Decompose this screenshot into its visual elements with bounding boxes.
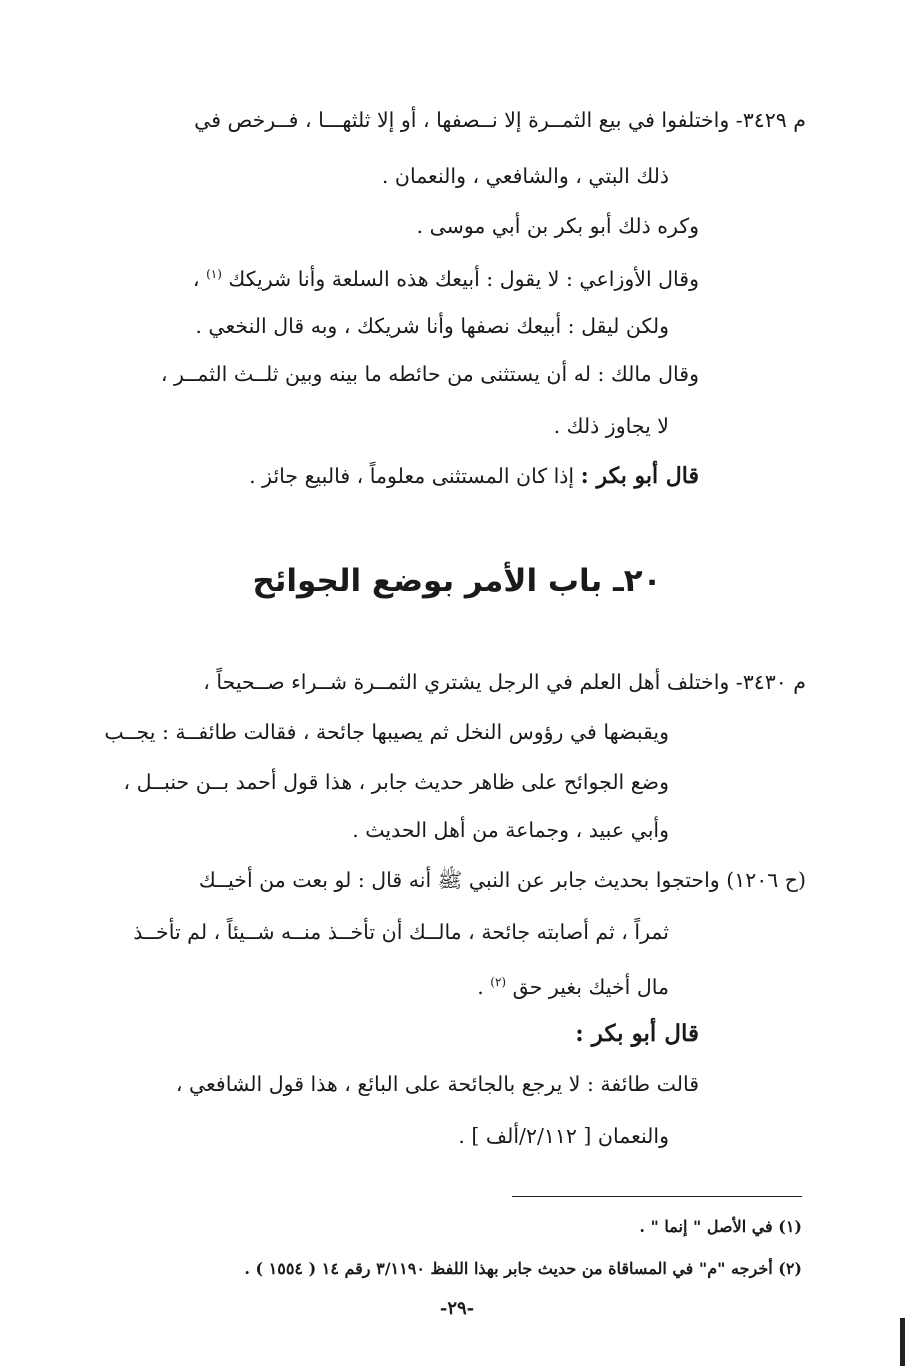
paragraph-3430-line-1: م ٣٤٣٠- واختلف أهل العلم في الرجل يشتري الثمــرة شــراء صــحيحاً ، [203, 670, 806, 694]
hadith-1206-line-1: (ح ١٢٠٦) واحتجوا بحديث جابر عن النبي ﷺ أنه قال : لو بعت من أخيــك [198, 868, 806, 892]
paragraph-3429-line-4 [95, 250, 699, 298]
paragraph-3429-line-8 [95, 452, 699, 500]
hadith-1206-line-3 [95, 958, 669, 1006]
paragraph-3430-line-4: وأبي عبيد ، وجماعة من أهل الحديث . [352, 818, 669, 842]
page-number: -٢٩- [439, 1298, 475, 1319]
paragraph-3429-line-3: وكره ذلك أبو بكر بن أبي موسى . [416, 214, 699, 238]
hadith-1206-line-3-end: . [477, 974, 484, 999]
footnote-ref-2: (٢) [490, 975, 507, 989]
paragraph-3429-line-2: ذلك البتي ، والشافعي ، والنعمان . [381, 164, 669, 188]
paragraph-3429-line-4-end: ، [192, 266, 200, 291]
paragraph-3430-line-2: ويقبضها في رؤوس النخل ثم يصيبها جائحة ، فقالت طائفــة : يجــب [104, 720, 669, 744]
section-title: ٢٠ـ باب الأمر بوضع الجوائح [252, 563, 662, 599]
footnote-1: (١) في الأصل " إنما " . [639, 1217, 802, 1236]
paragraph-3429-line-7: لا يجاوز ذلك . [553, 414, 669, 438]
footnote-ref-1: (١) [206, 267, 222, 281]
paragraph-3429-line-1: م ٣٤٢٩- واختلفوا في بيع الثمــرة إلا نــصفها ، أو إلا ثلثهـــا ، فــرخص في [194, 108, 806, 132]
footnote-2: (٢) أخرجه "م" في المساقاة من حديث جابر بهذا اللفظ ٣/١١٩٠ رقم ١٤ ( ١٥٥٤ ) . [244, 1259, 802, 1278]
paragraph-3429-line-8-rest: إذا كان المستثنى معلوماً ، فالبيع جائز . [249, 464, 575, 488]
paragraph-end-line-2: والنعمان [ ٢/١١٢/ألف ] . [458, 1124, 669, 1148]
paragraph-end-line-1: قالت طائفة : لا يرجع بالجائحة على البائع ، هذا قول الشافعي ، [175, 1072, 699, 1096]
hadith-1206-line-2: ثمراً ، ثم أصابته جائحة ، مالــك أن تأخــذ منــه شــيئاً ، لم تأخــذ [133, 920, 669, 944]
footnote-divider [512, 1196, 802, 1197]
abubakr-lead-1: قال أبو بكر : [580, 463, 699, 489]
paragraph-3429-line-6: وقال مالك : له أن يستثنى من حائطه ما بينه وبين ثلــث الثمــر ، [160, 362, 699, 386]
paragraph-3430-line-3: وضع الجوائح على ظاهر حديث جابر ، هذا قول أحمد بــن حنبــل ، [123, 770, 669, 794]
paragraph-3429-line-5: ولكن ليقل : أبيعك نصفها وأنا شريكك ، وبه قال النخعي . [195, 314, 669, 338]
page-edge-mark [900, 1318, 905, 1366]
paragraph-3429-line-4-text: وقال الأوزاعي : لا يقول : أبيعك هذه السلعة وأنا شريكك [228, 266, 699, 291]
hadith-1206-line-3-text: مال أخيك بغير حق [512, 974, 669, 999]
abubakr-heading: قال أبو بكر : [575, 1020, 699, 1047]
